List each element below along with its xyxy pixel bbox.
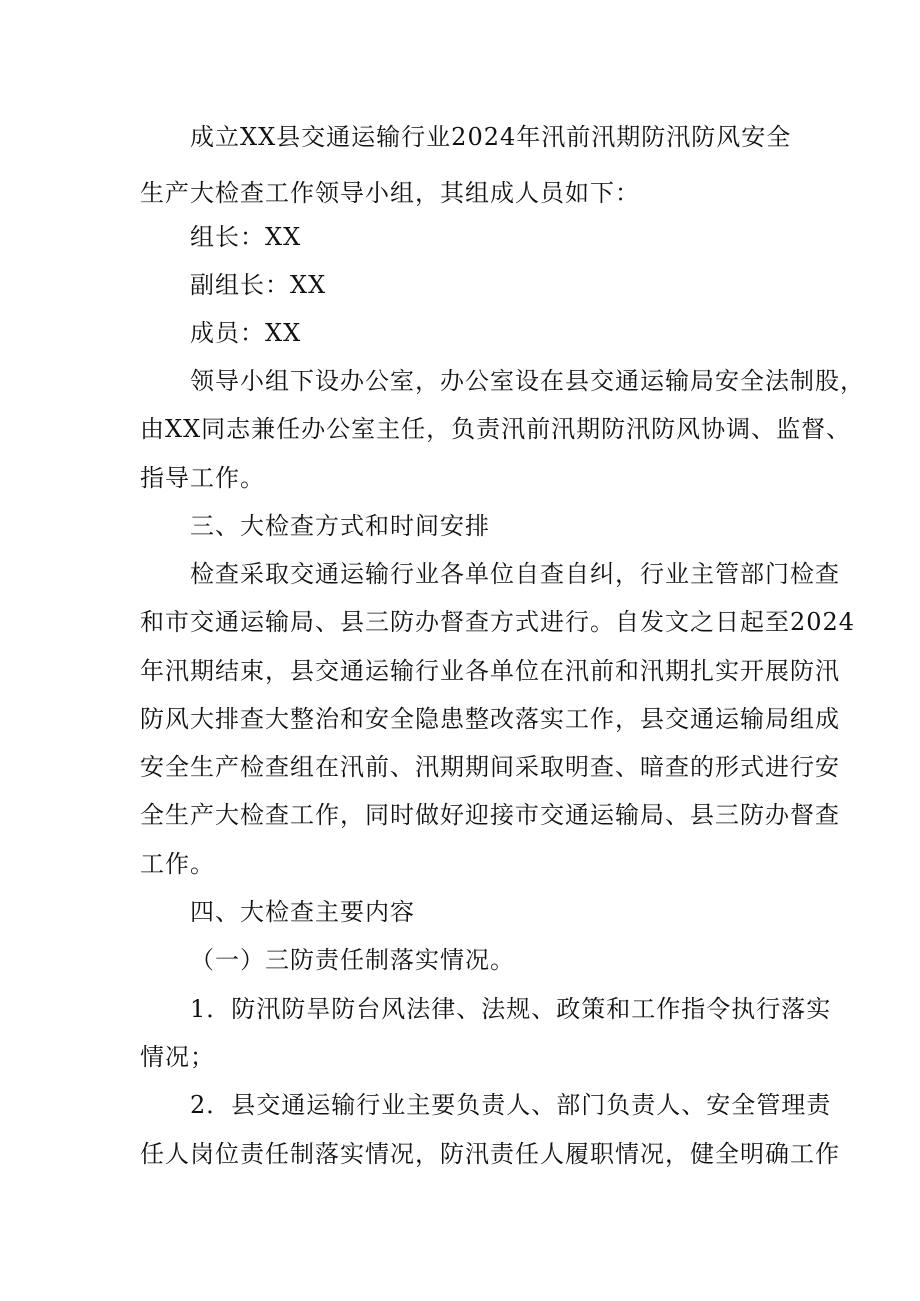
members-line: 成员：XX [190, 319, 302, 347]
paragraph-line: 和市交通运输局、县三防办督查方式进行。自发文之日起至2024 [140, 608, 856, 636]
paragraph-line: 工作。 [140, 850, 215, 878]
paragraph-line: 安全生产检查组在汛前、汛期期间采取明查、暗查的形式进行安 [140, 753, 840, 781]
paragraph-line: 由XX同志兼任办公室主任，负责汛前汛期防汛防风协调、监督、 [140, 415, 852, 443]
paragraph-line: 检查采取交通运输行业各单位自查自纠，行业主管部门检查 [190, 560, 840, 588]
section-heading: 三、大检查方式和时间安排 [190, 512, 490, 540]
paragraph-line: 年汛期结束，县交通运输行业各单位在汛前和汛期扎实开展防汛 [140, 657, 840, 685]
paragraph-line: 指导工作。 [140, 464, 265, 492]
list-item: 2．县交通运输行业主要负责人、部门负责人、安全管理责 [190, 1091, 832, 1119]
deputy-leader-line: 副组长：XX [190, 271, 327, 299]
paragraph-line: 成立XX县交通运输行业2024年汛前汛期防汛防风安全 [190, 123, 792, 151]
list-item: 情况； [140, 1043, 215, 1071]
leader-line: 组长：XX [190, 223, 302, 251]
paragraph-line: 生产大检查工作领导小组，其组成人员如下： [140, 179, 640, 207]
paragraph-line: 全生产大检查工作，同时做好迎接市交通运输局、县三防办督查 [140, 801, 840, 829]
paragraph-line: 领导小组下设办公室，办公室设在县交通运输局安全法制股， [190, 367, 865, 395]
section-heading: 四、大检查主要内容 [190, 898, 415, 926]
subsection-heading: （一）三防责任制落实情况。 [190, 946, 515, 974]
list-item: 1．防汛防旱防台风法律、法规、政策和工作指令执行落实 [190, 995, 832, 1023]
list-item: 任人岗位责任制落实情况，防汛责任人履职情况，健全明确工作 [140, 1140, 840, 1168]
paragraph-line: 防风大排查大整治和安全隐患整改落实工作，县交通运输局组成 [140, 705, 840, 733]
